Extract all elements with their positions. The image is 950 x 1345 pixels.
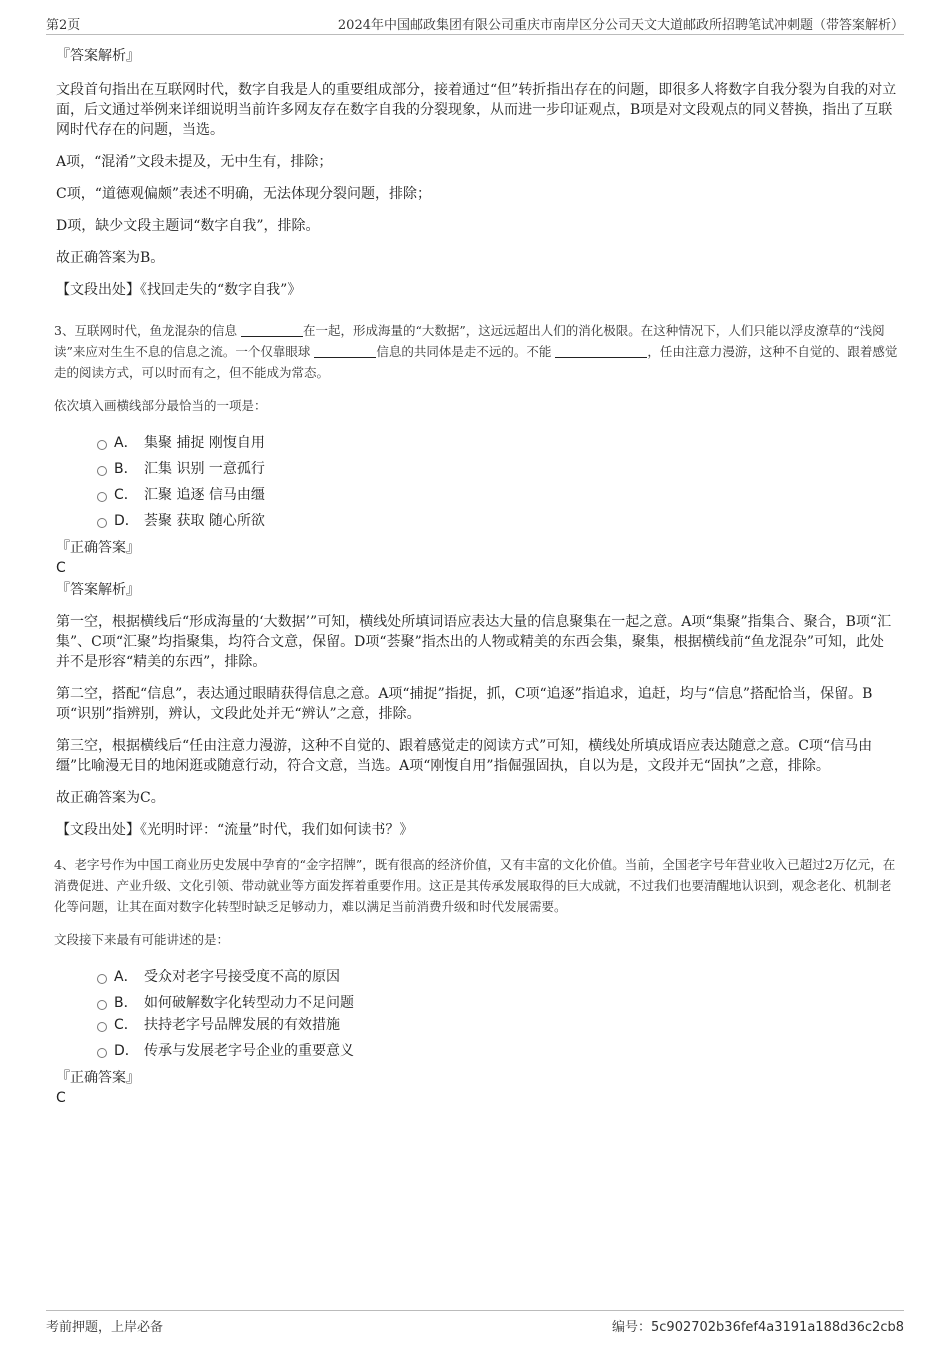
option-d[interactable]: D． 传承与发展老字号企业的重要意义 [56, 1038, 898, 1064]
radio-icon[interactable] [97, 1000, 107, 1010]
analysis-paragraph: 第三空，根据横线后“任由注意力漫游，这种不自觉的、跟着感觉走的阅读方式”可知，横线处所填成语应表达随意之意。C项“信马由缰”比喻漫无目的地闲逛或随意行动，符合文意，当选。A项“刚愎自用”指倔强固执，自以为是，文段并无“固执”之意，排除。 [56, 738, 873, 774]
answer-options [56, 430, 898, 534]
radio-icon[interactable] [97, 492, 107, 502]
document-body [56, 46, 898, 1108]
option-c[interactable]: C． 汇聚 追逐 信马由缰 [56, 482, 898, 508]
question-prompt: 依次填入画横线部分最恰当的一项是： [54, 398, 267, 413]
analysis-heading: 『答案解析』 [56, 48, 140, 64]
radio-icon[interactable] [97, 440, 107, 450]
analysis-paragraph: 第二空，搭配“信息”，表达通过眼睛获得信息之意。A项“捕捉”指捉，抓，C项“追逐”指追求，追赶，均与“信息”搭配恰当，保留。B项“识别”指辨别，辨认，文段此处并无“辨认”之意，排除。 [56, 686, 873, 722]
correct-answer-heading: 『正确答案』 [56, 540, 140, 556]
analysis-heading: 『答案解析』 [56, 582, 140, 598]
footer-slogan: 考前押题，上岸必备 [46, 1320, 164, 1335]
analysis-conclusion: 故正确答案为B。 [56, 250, 165, 266]
page-header [46, 14, 904, 35]
document-title: 2024年中国邮政集团有限公司重庆市南岸区分公司天文大道邮政所招聘笔试冲刺题（带答案解析） [337, 18, 904, 33]
question-stem: 3、互联网时代，鱼龙混杂的信息 在一起，形成海量的“大数据”，这远远超出人们的消化极限。在这种情况下，人们只能以浮皮潦草的“浅阅读”来应对生生不息的信息之流。一个仅靠眼球 信息的共同体是走不远的。不能 ，任由注意力漫游，这种不自觉的、跟着感觉走的阅读方式，可以时而有之，但不能成为常态。 [54, 323, 898, 380]
correct-answer: C [56, 560, 66, 576]
radio-icon[interactable] [97, 1048, 107, 1058]
analysis-paragraph: C项，“道德观偏颇”表述不明确，无法体现分裂问题，排除； [56, 186, 432, 202]
page-number: 第2页 [46, 18, 81, 33]
radio-icon[interactable] [97, 518, 107, 528]
option-c[interactable]: C． 扶持老字号品牌发展的有效措施 [56, 1012, 898, 1038]
option-b[interactable]: B． 汇集 识别 一意孤行 [56, 456, 898, 482]
analysis-conclusion: 故正确答案为C。 [56, 790, 165, 806]
question-prompt: 文段接下来最有可能讲述的是： [54, 932, 230, 947]
option-d[interactable]: D． 荟聚 获取 随心所欲 [56, 508, 898, 534]
option-a[interactable]: A． 集聚 捕捉 刚愎自用 [56, 430, 898, 456]
radio-icon[interactable] [97, 1022, 107, 1032]
analysis-paragraph: 文段首句指出在互联网时代，数字自我是人的重要组成部分，接着通过“但”转折指出存在的问题，即很多人将数字自我分裂为自我的对立面，后文通过举例来详细说明当前许多网友存在数字自我的分裂现象，从而进一步印证观点，B项是对文段观点的同义替换，指出了互联网时代存在的问题，当选。 [56, 82, 897, 138]
document-code: 编号：5c902702b36fef4a3191a188d36c2cb8 [612, 1320, 904, 1335]
analysis-paragraph: 第一空，根据横线后“形成海量的‘大数据’”可知，横线处所填词语应表达大量的信息聚集在一起之意。A项“集聚”指集合、聚合，B项“汇集”、C项“汇聚”均指聚集，均符合文意，保留。D项“荟聚”指杰出的人物或精美的东西会集，聚集，根据横线前“鱼龙混杂”可知，此处并不是形容“精美的东西”，排除。 [56, 614, 892, 670]
radio-icon[interactable] [97, 974, 107, 984]
analysis-paragraph: A项，“混淆”文段未提及，无中生有，排除； [56, 154, 333, 170]
fill-blank [314, 343, 376, 358]
radio-icon[interactable] [97, 466, 107, 476]
correct-answer: C [56, 1090, 66, 1106]
page-footer [46, 1310, 904, 1334]
fill-blank [241, 322, 303, 337]
source-citation: 【文段出处】《找回走失的“数字自我”》 [56, 282, 302, 298]
fill-blank [555, 343, 647, 358]
question-stem: 4、老字号作为中国工商业历史发展中孕育的“金字招牌”，既有很高的经济价值，又有丰富的文化价值。当前，全国老字号年营业收入已超过2万亿元，在消费促进、产业升级、文化引领、带动就业等方面发挥着重要作用。这正是其传承发展取得的巨大成就，不过我们也要清醒地认识到，观念老化、机制老化等问题，让其在面对数字化转型时缺乏足够动力，难以满足当前消费升级和时代发展需要。 [54, 857, 896, 914]
analysis-paragraph: D项，缺少文段主题词“数字自我”，排除。 [56, 218, 320, 234]
source-citation: 【文段出处】《光明时评：“流量”时代，我们如何读书？》 [56, 822, 414, 838]
answer-options [56, 964, 898, 1064]
correct-answer-heading: 『正确答案』 [56, 1070, 140, 1086]
option-b[interactable]: B． 如何破解数字化转型动力不足问题 [56, 990, 898, 1012]
option-a[interactable]: A． 受众对老字号接受度不高的原因 [56, 964, 898, 990]
